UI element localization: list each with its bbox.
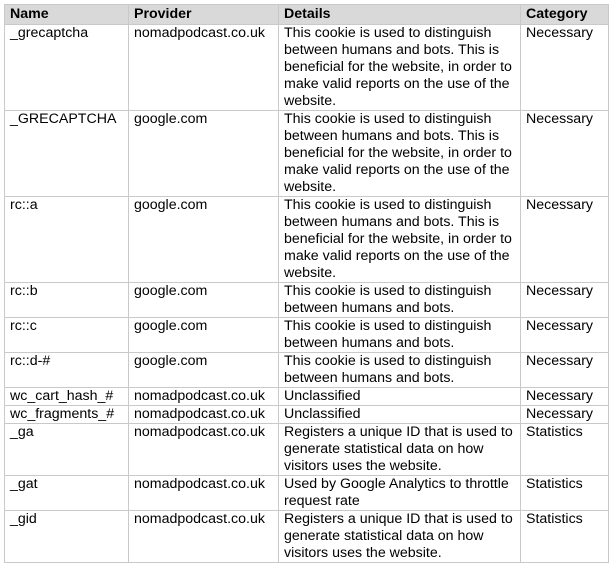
cookie-details: Registers a unique ID that is used to generate statistical data on how visitors uses the website. [279, 424, 521, 476]
cookie-name: _ga [5, 424, 129, 476]
cookie-details: This cookie is used to distinguish between humans and bots. [279, 353, 521, 388]
cookie-name: rc::b [5, 283, 129, 318]
cookie-details: Unclassified [279, 406, 521, 424]
cookie-name: _grecaptcha [5, 25, 129, 111]
cookie-category: Statistics [521, 476, 609, 511]
cookie-provider: google.com [129, 197, 279, 283]
cookie-name: rc::c [5, 318, 129, 353]
table-header [5, 5, 609, 25]
cookie-details: This cookie is used to distinguish between humans and bots. This is beneficial for the website, in order to make valid reports on the use of the website. [279, 197, 521, 283]
cookie-provider: nomadpodcast.co.uk [129, 406, 279, 424]
cookie-provider: nomadpodcast.co.uk [129, 511, 279, 563]
cookie-details: Unclassified [279, 388, 521, 406]
cookie-name: _gid [5, 511, 129, 563]
cookie-provider: google.com [129, 318, 279, 353]
cookie-details: This cookie is used to distinguish between humans and bots. [279, 283, 521, 318]
cookie-details: This cookie is used to distinguish between humans and bots. [279, 318, 521, 353]
header-row [5, 5, 609, 25]
cookie-provider: nomadpodcast.co.uk [129, 476, 279, 511]
table-row [5, 353, 609, 388]
cookie-category: Statistics [521, 511, 609, 563]
cookie-name: rc::a [5, 197, 129, 283]
cookie-category: Necessary [521, 353, 609, 388]
cookie-category: Necessary [521, 111, 609, 197]
cookie-category: Necessary [521, 406, 609, 424]
table-row [5, 476, 609, 511]
table-row [5, 406, 609, 424]
cookie-details: Registers a unique ID that is used to generate statistical data on how visitors uses the website. [279, 511, 521, 563]
cookie-provider: nomadpodcast.co.uk [129, 388, 279, 406]
cookie-category: Necessary [521, 388, 609, 406]
table-row [5, 111, 609, 197]
cookie-details: This cookie is used to distinguish between humans and bots. This is beneficial for the website, in order to make valid reports on the use of the website. [279, 25, 521, 111]
table-row [5, 283, 609, 318]
cookie-category: Necessary [521, 197, 609, 283]
table-row [5, 197, 609, 283]
cookie-category: Necessary [521, 283, 609, 318]
header-provider: Provider [129, 5, 279, 25]
cookie-category: Statistics [521, 424, 609, 476]
cookie-provider: nomadpodcast.co.uk [129, 424, 279, 476]
cookie-name: wc_fragments_# [5, 406, 129, 424]
table-row [5, 511, 609, 563]
cookie-category: Necessary [521, 25, 609, 111]
header-category: Category [521, 5, 609, 25]
cookie-category: Necessary [521, 318, 609, 353]
cookie-details: Used by Google Analytics to throttle request rate [279, 476, 521, 511]
cookie-provider: google.com [129, 353, 279, 388]
header-name: Name [5, 5, 129, 25]
table-row [5, 318, 609, 353]
cookie-provider: nomadpodcast.co.uk [129, 25, 279, 111]
table-row [5, 388, 609, 406]
table-row [5, 25, 609, 111]
cookie-table [4, 4, 609, 563]
cookie-name: _gat [5, 476, 129, 511]
cookie-provider: google.com [129, 111, 279, 197]
cookie-provider: google.com [129, 283, 279, 318]
cookie-name: _GRECAPTCHA [5, 111, 129, 197]
cookie-details: This cookie is used to distinguish between humans and bots. This is beneficial for the website, in order to make valid reports on the use of the website. [279, 111, 521, 197]
table-body [5, 25, 609, 563]
cookie-name: rc::d-# [5, 353, 129, 388]
header-details: Details [279, 5, 521, 25]
table-row [5, 424, 609, 476]
cookie-name: wc_cart_hash_# [5, 388, 129, 406]
